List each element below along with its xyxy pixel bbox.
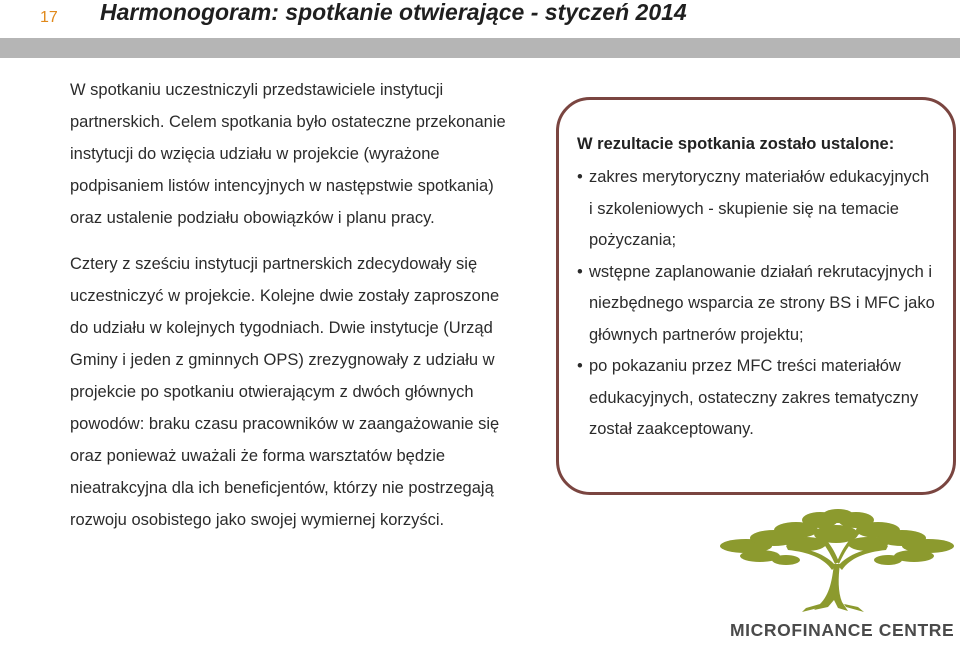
tree-icon xyxy=(716,508,960,618)
bullet-icon: • xyxy=(577,168,583,186)
results-list xyxy=(577,162,937,446)
paragraph-outcome: Cztery z sześciu instytucji partnerskich zdecydowały się uczestniczyć w projekcie. Kolejne dwie zostały zaproszone do udziału w kolejnych tygodniach. Dwie instytucje (Urząd Gminy i jeden z gminnych OPS) zrezygnowały z udziału w projekcie po spotkaniu otwierającym z dwóch głównych powodów: braku czasu pracowników w zaangażowanie się oraz ponieważ uważali że forma warsztatów będzie nieatrakcyjna dla ich beneficjentów, którzy nie postrzegają rozwoju osobistego jako swojej wymiernej korzyści. xyxy=(70,255,500,529)
list-item-text: zakres merytoryczny materiałów edukacyjnych i szkoleniowych - skupienie się na temacie pożyczania; xyxy=(589,168,930,249)
list-item xyxy=(577,351,937,446)
list-item-text: wstępne zaplanowanie działań rekrutacyjnych i niezbędnego wsparcia ze strony BS i MFC jako głównych partnerów projektu; xyxy=(589,262,935,344)
paragraph-intro: W spotkaniu uczestniczyli przedstawiciele instytucji partnerskich. Celem spotkania było ostateczne przekonanie instytucji do wzięcia udziału w projekcie (wyrażone podpisaniem listów intencyjnych w następstwie spotkania) oraz ustalenie podziału obowiązków i planu pracy. xyxy=(70,81,506,227)
microfinance-centre-logo xyxy=(716,508,960,648)
title-bar xyxy=(0,38,960,58)
logo-text: MICROFINANCE CENTRE xyxy=(730,620,955,640)
callout-heading: W rezultacie spotkania zostało ustalone: xyxy=(577,135,895,153)
slide-number: 17 xyxy=(40,9,58,26)
list-item xyxy=(577,162,937,257)
slide-title: Harmonogoram: spotkanie otwierające - styczeń 2014 xyxy=(100,0,687,25)
bullet-icon: • xyxy=(577,357,583,375)
list-item-text: po pokazaniu przez MFC treści materiałów edukacyjnych, ostateczny zakres tematyczny został zaakceptowany. xyxy=(589,357,919,438)
results-callout xyxy=(556,97,956,495)
bullet-icon: • xyxy=(577,262,583,281)
list-item xyxy=(577,257,937,352)
left-text-block xyxy=(70,74,510,548)
